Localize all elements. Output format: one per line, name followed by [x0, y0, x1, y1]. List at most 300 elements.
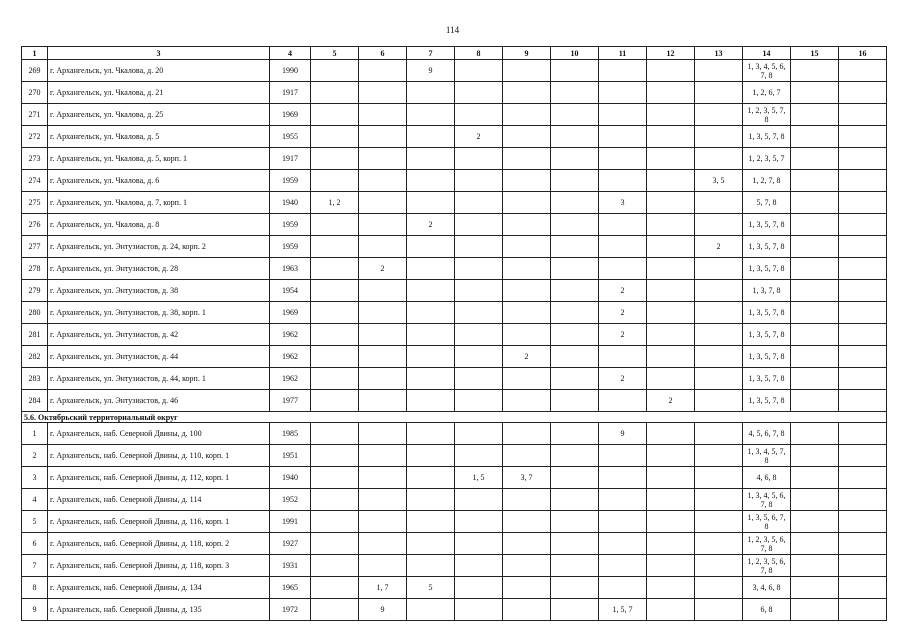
col-14-cell: 1, 2, 7, 8	[743, 170, 791, 192]
col-10-cell	[551, 599, 599, 621]
year-built-cell: 1917	[270, 148, 311, 170]
table-row	[22, 192, 887, 214]
col-7-cell	[407, 346, 455, 368]
col-15-cell	[791, 60, 839, 82]
year-built-cell: 1940	[270, 192, 311, 214]
address-cell: г. Архангельск, ул. Чкалова, д. 5	[48, 126, 270, 148]
col-7-cell: 2	[407, 214, 455, 236]
col-14-cell: 1, 3, 4, 5, 6, 7, 8	[743, 489, 791, 511]
col-12-cell	[647, 423, 695, 445]
col-13-cell	[695, 258, 743, 280]
col-5-cell	[311, 467, 359, 489]
col-8-cell	[455, 148, 503, 170]
col-10-cell	[551, 390, 599, 412]
col-11-cell	[599, 577, 647, 599]
col-7-cell	[407, 170, 455, 192]
column-number-header-row	[22, 47, 887, 60]
col-15-cell	[791, 324, 839, 346]
col-5-cell	[311, 423, 359, 445]
col-5-cell	[311, 390, 359, 412]
col-10-cell	[551, 280, 599, 302]
col-7-cell	[407, 533, 455, 555]
col-9-cell	[503, 533, 551, 555]
col-15-cell	[791, 423, 839, 445]
table-row	[22, 214, 887, 236]
address-cell: г. Архангельск, наб. Северной Двины, д. 100	[48, 423, 270, 445]
col-11-cell	[599, 346, 647, 368]
row-number-cell: 282	[22, 346, 48, 368]
address-cell: г. Архангельск, ул. Чкалова, д. 25	[48, 104, 270, 126]
col-13-cell	[695, 60, 743, 82]
address-cell: г. Архангельск, ул. Чкалова, д. 6	[48, 170, 270, 192]
col-11-cell	[599, 214, 647, 236]
col-6-cell: 9	[359, 599, 407, 621]
year-built-cell: 1969	[270, 104, 311, 126]
row-number-cell: 275	[22, 192, 48, 214]
table-row	[22, 258, 887, 280]
col-9-cell	[503, 599, 551, 621]
year-built-cell: 1985	[270, 423, 311, 445]
section-title: 5.6. Октябрьский территориальный округ	[22, 412, 887, 423]
address-cell: г. Архангельск, ул. Энтузиастов, д. 28	[48, 258, 270, 280]
col-11-cell	[599, 82, 647, 104]
col-10-cell	[551, 555, 599, 577]
col-7-cell	[407, 511, 455, 533]
col-5-cell	[311, 555, 359, 577]
col-13-cell	[695, 280, 743, 302]
col-13-cell: 3, 5	[695, 170, 743, 192]
col-5-cell	[311, 214, 359, 236]
year-built-cell: 1954	[270, 280, 311, 302]
address-cell: г. Архангельск, ул. Энтузиастов, д. 44, корп. 1	[48, 368, 270, 390]
address-cell: г. Архангельск, ул. Энтузиастов, д. 44	[48, 346, 270, 368]
col-15-cell	[791, 126, 839, 148]
year-built-cell: 1940	[270, 467, 311, 489]
row-number-cell: 271	[22, 104, 48, 126]
col-10-cell	[551, 302, 599, 324]
col-15-cell	[791, 511, 839, 533]
col-8-cell	[455, 302, 503, 324]
col-15-cell	[791, 302, 839, 324]
col-11-cell	[599, 60, 647, 82]
col-16-cell	[839, 280, 887, 302]
column-header-9: 9	[503, 47, 551, 60]
year-built-cell: 1952	[270, 489, 311, 511]
col-6-cell	[359, 302, 407, 324]
col-6-cell: 2	[359, 258, 407, 280]
col-6-cell	[359, 324, 407, 346]
year-built-cell: 1951	[270, 445, 311, 467]
address-cell: г. Архангельск, ул. Чкалова, д. 21	[48, 82, 270, 104]
table-row	[22, 148, 887, 170]
col-9-cell	[503, 577, 551, 599]
col-16-cell	[839, 533, 887, 555]
col-5-cell	[311, 302, 359, 324]
col-13-cell	[695, 346, 743, 368]
col-13-cell	[695, 390, 743, 412]
col-6-cell	[359, 126, 407, 148]
col-10-cell	[551, 368, 599, 390]
col-8-cell	[455, 324, 503, 346]
col-12-cell	[647, 489, 695, 511]
col-13-cell	[695, 577, 743, 599]
year-built-cell: 1959	[270, 170, 311, 192]
year-built-cell: 1955	[270, 126, 311, 148]
address-cell: г. Архангельск, наб. Северной Двины, д. 112, корп. 1	[48, 467, 270, 489]
col-12-cell	[647, 126, 695, 148]
col-12-cell	[647, 346, 695, 368]
col-10-cell	[551, 511, 599, 533]
col-5-cell	[311, 258, 359, 280]
table-row	[22, 368, 887, 390]
col-8-cell	[455, 511, 503, 533]
col-10-cell	[551, 148, 599, 170]
col-15-cell	[791, 555, 839, 577]
col-5-cell	[311, 82, 359, 104]
col-5-cell	[311, 280, 359, 302]
address-cell: г. Архангельск, наб. Северной Двины, д. 110, корп. 1	[48, 445, 270, 467]
table-row	[22, 533, 887, 555]
col-9-cell	[503, 126, 551, 148]
year-built-cell: 1972	[270, 599, 311, 621]
col-5-cell	[311, 368, 359, 390]
col-11-cell	[599, 170, 647, 192]
col-13-cell	[695, 126, 743, 148]
table-row	[22, 423, 887, 445]
column-header-8: 8	[455, 47, 503, 60]
col-14-cell: 1, 3, 7, 8	[743, 280, 791, 302]
col-10-cell	[551, 324, 599, 346]
col-6-cell	[359, 511, 407, 533]
row-number-cell: 284	[22, 390, 48, 412]
col-7-cell	[407, 148, 455, 170]
col-13-cell	[695, 467, 743, 489]
year-built-cell: 1959	[270, 236, 311, 258]
col-5-cell	[311, 511, 359, 533]
col-10-cell	[551, 258, 599, 280]
col-16-cell	[839, 467, 887, 489]
col-16-cell	[839, 302, 887, 324]
col-6-cell	[359, 423, 407, 445]
year-built-cell: 1917	[270, 82, 311, 104]
col-15-cell	[791, 104, 839, 126]
col-16-cell	[839, 170, 887, 192]
col-10-cell	[551, 346, 599, 368]
table-body	[22, 60, 887, 621]
col-16-cell	[839, 346, 887, 368]
col-11-cell: 9	[599, 423, 647, 445]
column-header-16: 16	[839, 47, 887, 60]
year-built-cell: 1963	[270, 258, 311, 280]
col-15-cell	[791, 280, 839, 302]
col-8-cell	[455, 368, 503, 390]
col-15-cell	[791, 170, 839, 192]
address-cell: г. Архангельск, наб. Северной Двины, д. 116, корп. 1	[48, 511, 270, 533]
table-row	[22, 170, 887, 192]
col-15-cell	[791, 599, 839, 621]
col-16-cell	[839, 104, 887, 126]
col-14-cell: 1, 3, 5, 7, 8	[743, 214, 791, 236]
table-row	[22, 60, 887, 82]
row-number-cell: 3	[22, 467, 48, 489]
col-11-cell: 2	[599, 280, 647, 302]
col-10-cell	[551, 577, 599, 599]
address-cell: г. Архангельск, наб. Северной Двины, д. 118, корп. 2	[48, 533, 270, 555]
col-15-cell	[791, 148, 839, 170]
col-16-cell	[839, 148, 887, 170]
year-built-cell: 1927	[270, 533, 311, 555]
col-12-cell	[647, 214, 695, 236]
column-header-10: 10	[551, 47, 599, 60]
col-13-cell	[695, 104, 743, 126]
col-5-cell	[311, 599, 359, 621]
col-5-cell	[311, 445, 359, 467]
table-row	[22, 280, 887, 302]
col-9-cell	[503, 82, 551, 104]
row-number-cell: 270	[22, 82, 48, 104]
col-5-cell	[311, 489, 359, 511]
row-number-cell: 279	[22, 280, 48, 302]
address-cell: г. Архангельск, наб. Северной Двины, д. 134	[48, 577, 270, 599]
col-5-cell	[311, 60, 359, 82]
col-8-cell	[455, 489, 503, 511]
row-number-cell: 7	[22, 555, 48, 577]
address-cell: г. Архангельск, ул. Чкалова, д. 20	[48, 60, 270, 82]
table-row	[22, 511, 887, 533]
col-16-cell	[839, 368, 887, 390]
row-number-cell: 8	[22, 577, 48, 599]
col-9-cell	[503, 148, 551, 170]
col-6-cell	[359, 214, 407, 236]
col-16-cell	[839, 599, 887, 621]
col-14-cell: 1, 3, 5, 7, 8	[743, 390, 791, 412]
col-7-cell	[407, 280, 455, 302]
col-10-cell	[551, 82, 599, 104]
col-8-cell	[455, 445, 503, 467]
col-16-cell	[839, 236, 887, 258]
col-15-cell	[791, 577, 839, 599]
col-7-cell	[407, 302, 455, 324]
col-14-cell: 4, 6, 8	[743, 467, 791, 489]
col-9-cell	[503, 214, 551, 236]
row-number-cell: 272	[22, 126, 48, 148]
row-number-cell: 281	[22, 324, 48, 346]
col-5-cell	[311, 148, 359, 170]
col-12-cell	[647, 148, 695, 170]
col-7-cell	[407, 104, 455, 126]
col-6-cell	[359, 346, 407, 368]
col-16-cell	[839, 445, 887, 467]
col-10-cell	[551, 126, 599, 148]
col-14-cell: 3, 4, 6, 8	[743, 577, 791, 599]
col-12-cell	[647, 60, 695, 82]
col-16-cell	[839, 577, 887, 599]
column-header-3: 3	[48, 47, 270, 60]
col-10-cell	[551, 423, 599, 445]
col-16-cell	[839, 324, 887, 346]
section-header-row	[22, 412, 887, 423]
col-15-cell	[791, 445, 839, 467]
col-9-cell	[503, 170, 551, 192]
col-12-cell	[647, 599, 695, 621]
col-9-cell	[503, 489, 551, 511]
col-6-cell	[359, 445, 407, 467]
col-14-cell: 1, 3, 5, 7, 8	[743, 302, 791, 324]
col-9-cell	[503, 258, 551, 280]
col-7-cell	[407, 82, 455, 104]
col-15-cell	[791, 368, 839, 390]
row-number-cell: 276	[22, 214, 48, 236]
building-registry-table	[21, 46, 887, 621]
col-14-cell: 1, 3, 5, 7, 8	[743, 368, 791, 390]
col-13-cell	[695, 599, 743, 621]
col-13-cell	[695, 533, 743, 555]
address-cell: г. Архангельск, наб. Северной Двины, д. 114	[48, 489, 270, 511]
col-14-cell: 1, 3, 5, 7, 8	[743, 258, 791, 280]
col-6-cell	[359, 192, 407, 214]
col-12-cell	[647, 467, 695, 489]
col-9-cell: 2	[503, 346, 551, 368]
col-9-cell	[503, 445, 551, 467]
table-row	[22, 577, 887, 599]
row-number-cell: 9	[22, 599, 48, 621]
col-11-cell	[599, 445, 647, 467]
col-6-cell	[359, 555, 407, 577]
col-6-cell	[359, 280, 407, 302]
col-8-cell	[455, 555, 503, 577]
col-16-cell	[839, 423, 887, 445]
col-11-cell	[599, 148, 647, 170]
col-8-cell	[455, 104, 503, 126]
address-cell: г. Архангельск, ул. Энтузиастов, д. 42	[48, 324, 270, 346]
row-number-cell: 283	[22, 368, 48, 390]
col-12-cell	[647, 302, 695, 324]
col-10-cell	[551, 489, 599, 511]
table-row	[22, 489, 887, 511]
col-7-cell	[407, 423, 455, 445]
column-header-11: 11	[599, 47, 647, 60]
address-cell: г. Архангельск, ул. Энтузиастов, д. 46	[48, 390, 270, 412]
col-7-cell	[407, 126, 455, 148]
address-cell: г. Архангельск, ул. Энтузиастов, д. 24, корп. 2	[48, 236, 270, 258]
col-9-cell	[503, 302, 551, 324]
column-header-13: 13	[695, 47, 743, 60]
year-built-cell: 1962	[270, 346, 311, 368]
table-row	[22, 126, 887, 148]
col-12-cell	[647, 511, 695, 533]
col-9-cell	[503, 423, 551, 445]
col-9-cell	[503, 280, 551, 302]
col-11-cell	[599, 511, 647, 533]
col-12-cell	[647, 368, 695, 390]
table-row	[22, 467, 887, 489]
col-9-cell	[503, 511, 551, 533]
col-5-cell	[311, 324, 359, 346]
col-13-cell	[695, 192, 743, 214]
col-7-cell	[407, 467, 455, 489]
col-12-cell: 2	[647, 390, 695, 412]
col-8-cell	[455, 577, 503, 599]
col-8-cell	[455, 599, 503, 621]
col-8-cell	[455, 280, 503, 302]
col-6-cell	[359, 104, 407, 126]
col-14-cell: 1, 2, 3, 5, 7, 8	[743, 104, 791, 126]
col-12-cell	[647, 577, 695, 599]
column-header-4: 4	[270, 47, 311, 60]
col-12-cell	[647, 170, 695, 192]
col-8-cell: 2	[455, 126, 503, 148]
year-built-cell: 1962	[270, 324, 311, 346]
col-15-cell	[791, 489, 839, 511]
col-13-cell	[695, 82, 743, 104]
address-cell: г. Архангельск, ул. Энтузиастов, д. 38	[48, 280, 270, 302]
row-number-cell: 4	[22, 489, 48, 511]
col-7-cell	[407, 489, 455, 511]
col-13-cell	[695, 302, 743, 324]
column-header-5: 5	[311, 47, 359, 60]
col-16-cell	[839, 60, 887, 82]
col-5-cell: 1, 2	[311, 192, 359, 214]
col-11-cell: 3	[599, 192, 647, 214]
col-15-cell	[791, 82, 839, 104]
col-10-cell	[551, 445, 599, 467]
column-header-14: 14	[743, 47, 791, 60]
col-6-cell	[359, 368, 407, 390]
col-8-cell	[455, 60, 503, 82]
col-11-cell	[599, 467, 647, 489]
col-16-cell	[839, 82, 887, 104]
address-cell: г. Архангельск, ул. Чкалова, д. 7, корп. 1	[48, 192, 270, 214]
table-row	[22, 599, 887, 621]
col-7-cell	[407, 324, 455, 346]
col-14-cell: 1, 3, 4, 5, 7, 8	[743, 445, 791, 467]
col-7-cell	[407, 445, 455, 467]
col-11-cell	[599, 489, 647, 511]
col-15-cell	[791, 214, 839, 236]
col-10-cell	[551, 192, 599, 214]
year-built-cell: 1931	[270, 555, 311, 577]
row-number-cell: 2	[22, 445, 48, 467]
column-header-15: 15	[791, 47, 839, 60]
col-8-cell	[455, 258, 503, 280]
col-13-cell	[695, 324, 743, 346]
table-row	[22, 302, 887, 324]
col-9-cell	[503, 324, 551, 346]
col-12-cell	[647, 82, 695, 104]
col-7-cell	[407, 368, 455, 390]
row-number-cell: 277	[22, 236, 48, 258]
col-9-cell	[503, 390, 551, 412]
col-8-cell	[455, 214, 503, 236]
col-13-cell	[695, 489, 743, 511]
col-13-cell	[695, 214, 743, 236]
col-8-cell	[455, 192, 503, 214]
col-13-cell	[695, 445, 743, 467]
col-11-cell	[599, 390, 647, 412]
col-5-cell	[311, 533, 359, 555]
col-13-cell	[695, 511, 743, 533]
col-16-cell	[839, 192, 887, 214]
year-built-cell: 1965	[270, 577, 311, 599]
col-6-cell	[359, 467, 407, 489]
address-cell: г. Архангельск, наб. Северной Двины, д. 118, корп. 3	[48, 555, 270, 577]
col-7-cell	[407, 390, 455, 412]
col-14-cell: 1, 2, 6, 7	[743, 82, 791, 104]
col-9-cell	[503, 192, 551, 214]
col-8-cell	[455, 423, 503, 445]
column-header-1: 1	[22, 47, 48, 60]
col-7-cell	[407, 599, 455, 621]
